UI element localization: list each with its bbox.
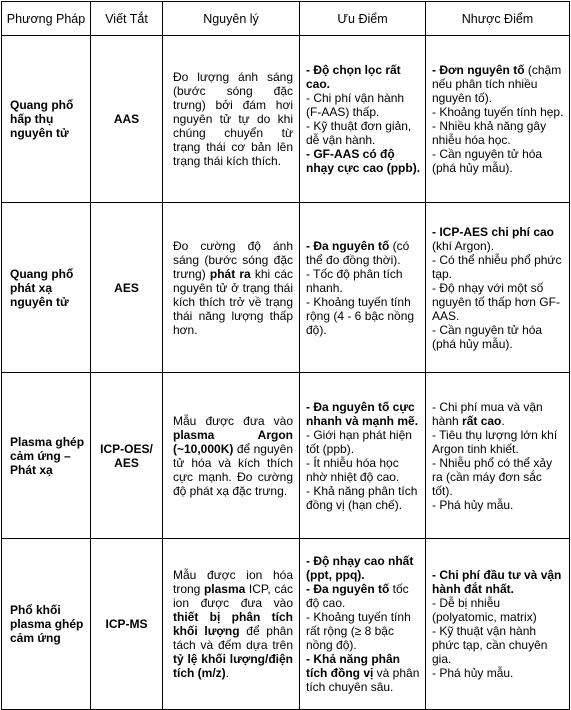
principle-text: Mẫu được ion hóa trong <box>173 568 293 596</box>
cons-item <box>432 666 565 680</box>
cons-item-text: rất cao <box>462 413 502 428</box>
principle-cell <box>163 373 300 539</box>
header-principle: Nguyên lý <box>163 2 300 36</box>
pros-item <box>306 400 421 428</box>
cons-item <box>432 498 565 512</box>
cons-cell <box>426 539 570 710</box>
pros-item <box>306 428 421 456</box>
pros-cell <box>300 539 426 710</box>
cons-item-text: - Độ nhạy với một số nguyên tố thấp hơn GF-AAS. <box>432 280 560 323</box>
pros-item <box>306 63 421 91</box>
pros-item-text: - Khả năng phân tích đồng vị <box>306 652 400 680</box>
principle-text: plasma Argon (~10,000K) <box>173 427 293 456</box>
cons-item-text: - Cần nguyên tử hóa (phá hủy mẫu). <box>432 147 543 175</box>
cons-item <box>432 253 565 281</box>
header-method: Phương Pháp <box>2 2 91 36</box>
cons-item <box>432 225 565 253</box>
pros-item-text: - Giới hạn phát hiện tốt (ppb). <box>306 427 412 456</box>
table-row <box>2 203 570 373</box>
pros-item <box>306 484 421 512</box>
header-cons: Nhược Điểm <box>426 2 570 36</box>
pros-cell <box>300 36 426 203</box>
header-abbr: Viết Tắt <box>91 2 163 36</box>
cons-item-text: . <box>501 413 505 428</box>
pros-item-text: - Độ chọn lọc rất cao. <box>306 63 401 91</box>
cons-item <box>432 456 565 498</box>
pros-cell <box>300 203 426 373</box>
pros-item <box>306 295 421 337</box>
cons-item-text: - Phá hủy mẫu. <box>432 666 514 680</box>
pros-item <box>306 267 421 295</box>
cons-item-text: - Đơn nguyên tố <box>432 63 525 77</box>
pros-item <box>306 239 421 267</box>
principle-cell <box>163 203 300 373</box>
pros-item <box>306 582 421 610</box>
pros-item-text: - GF-AAS có độ nhạy cực cao (ppb). <box>306 147 421 175</box>
cons-item <box>432 323 565 351</box>
cons-item <box>432 596 565 624</box>
cons-item-text: (khí Argon). <box>432 238 495 253</box>
abbr-cell: ICP-MS <box>91 539 163 710</box>
comparison-table <box>1 1 570 710</box>
cons-item <box>432 624 565 666</box>
pros-item-text: - Độ nhạy cao nhất (ppt, ppq). <box>306 554 414 582</box>
cons-item <box>432 119 565 147</box>
principle-text: để phân tách và đếm dựa trên <box>173 624 293 652</box>
cons-item-text: - ICP-AES chi phí cao <box>432 224 555 239</box>
cons-item-text: - Chi phí mua và vận hành <box>432 399 543 428</box>
principle-text: khi các nguyên tử ở trạng thái kích thích trở về trạng thái năng lượng thấp hơn. <box>173 266 293 337</box>
pros-item-text: - Ít nhiễu hóa học nhờ nhiệt độ cao. <box>306 455 400 484</box>
cons-item <box>432 147 565 175</box>
pros-item-text: (có thể đo đồng thời). <box>306 238 410 267</box>
pros-item-text: - Khả năng phân tích đồng vị (hạn chế). <box>306 483 418 512</box>
principle-cell <box>163 36 300 203</box>
method-cell: Quang phổ phát xạ nguyên tử <box>2 203 91 373</box>
cons-item-text: - Nhiễu phổ có thể xảy ra (cần máy đơn sắc tốt). <box>432 455 553 498</box>
pros-item <box>306 610 421 652</box>
cons-item <box>432 568 565 596</box>
cons-item <box>432 428 565 456</box>
pros-item <box>306 456 421 484</box>
cons-item-text: - Nhiều khả năng gây nhiễu hóa học. <box>432 119 547 147</box>
method-cell: Quang phổ hấp thụ nguyên tử <box>2 36 91 203</box>
pros-item-text: - Chi phí vận hành (F-AAS) thấp. <box>306 91 405 119</box>
cons-item-text: - Có thể nhiễu phổ phức tạp. <box>432 252 562 281</box>
pros-item <box>306 554 421 582</box>
pros-item-text: - Đa nguyên tố <box>306 582 390 596</box>
principle-cell <box>163 539 300 710</box>
cons-item-text: - Dễ bị nhiễu (polyatomic, matrix) <box>432 596 537 624</box>
principle-text: . <box>225 666 230 680</box>
principle-text: Đo cường độ ánh sáng (bước sóng đặc trưng) <box>173 238 293 281</box>
principle-text: Mẫu được đưa vào <box>173 413 293 428</box>
cons-item <box>432 400 565 428</box>
pros-cell <box>300 373 426 539</box>
cons-item-text: - Khoảng tuyến tính hẹp. <box>432 105 564 119</box>
table-row <box>2 36 570 203</box>
pros-item-text: - Đa nguyên tố cực nhanh và mạnh mẽ. <box>306 399 419 428</box>
cons-item-text: - Tiêu thụ lượng lớn khí Argon tinh khiết. <box>432 427 558 456</box>
principle-text: plasma <box>203 582 246 596</box>
abbr-cell: AES <box>91 203 163 373</box>
cons-cell <box>426 36 570 203</box>
principle-text: tỷ lệ khối lượng/điện tích (m/z) <box>173 652 293 680</box>
cons-item-text: - Phá hủy mẫu. <box>432 497 514 512</box>
method-cell: Phổ khối plasma ghép cảm ứng <box>2 539 91 710</box>
cons-cell <box>426 373 570 539</box>
principle-text: Đo lượng ánh sáng (bước sóng đặc trưng) bởi đám hơi nguyên tử tự do khi chúng chuyển từ trạng thái cơ bản lên trạng thái kích thích. <box>173 70 293 168</box>
principle-text: thiết bị phân tích khối lượng <box>173 610 293 638</box>
pros-item-text: tốc độ cao. <box>306 582 409 610</box>
cons-item <box>432 105 565 119</box>
pros-item-text: - Tốc độ phân tích nhanh. <box>306 266 403 295</box>
principle-text: phát ra <box>209 266 251 281</box>
cons-item-text: - Chi phí đầu tư và vận hành đắt nhất. <box>432 568 562 596</box>
pros-item-text: và phân tích chuyên sâu. <box>306 666 420 694</box>
header-pros: Ưu Điểm <box>300 2 426 36</box>
cons-item-text: - Cần nguyên tử hóa (phá hủy mẫu). <box>432 322 543 351</box>
cons-item-text: - Kỹ thuật vận hành phức tạp, cần chuyên gia. <box>432 624 548 666</box>
pros-item <box>306 147 421 175</box>
cons-cell <box>426 203 570 373</box>
pros-item-text: - Khoảng tuyến tính rộng (4 - 6 bậc nồng độ). <box>306 294 415 337</box>
principle-text: ICP, các ion được đưa vào <box>173 582 294 610</box>
pros-item-text: - Khoảng tuyến tính rất rộng (≥ 8 bậc nồng độ). <box>306 610 411 652</box>
pros-item-text: - Đa nguyên tố <box>306 238 390 253</box>
table-row <box>2 373 570 539</box>
cons-item <box>432 281 565 323</box>
pros-item <box>306 652 421 694</box>
pros-item <box>306 119 421 147</box>
abbr-cell: ICP-OES/ AES <box>91 373 163 539</box>
cons-item-text: (chậm nếu phân tích nhiều nguyên tố). <box>432 63 562 105</box>
pros-item <box>306 91 421 119</box>
method-cell: Plasma ghép cảm ứng – Phát xạ <box>2 373 91 539</box>
header-row <box>2 2 570 36</box>
table-row <box>2 539 570 710</box>
principle-text: để nguyên tử hóa và kích thích cực mạnh. Đo cường độ phát xạ đặc trưng. <box>173 441 293 498</box>
abbr-cell: AAS <box>91 36 163 203</box>
pros-item-text: - Kỹ thuật đơn giản, dễ vận hành. <box>306 119 412 147</box>
cons-item <box>432 63 565 105</box>
